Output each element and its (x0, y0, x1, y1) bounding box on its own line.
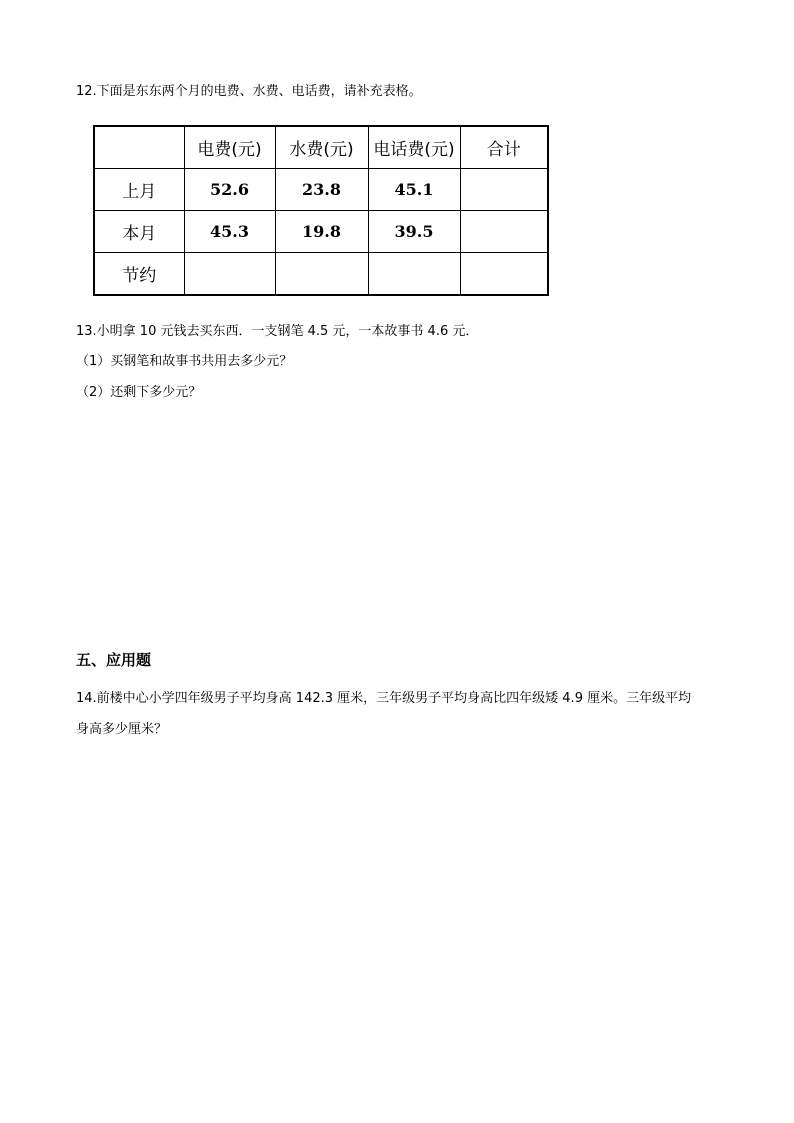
table-header-row (94, 126, 548, 169)
question-13-sub-2: （2）还剩下多少元？ (76, 385, 202, 400)
table-row (94, 253, 548, 296)
table-header-cell: 电话费(元) (368, 126, 460, 169)
table-cell-blank[interactable] (460, 169, 548, 211)
row-label: 节约 (94, 253, 184, 296)
table-cell: 52.6 (184, 169, 275, 211)
table-header-cell: 电费(元) (184, 126, 275, 169)
table-header-cell: 合计 (460, 126, 548, 169)
table-row (94, 211, 548, 253)
table-header-cell (94, 126, 184, 169)
table-cell: 23.8 (275, 169, 368, 211)
table-cell: 39.5 (368, 211, 460, 253)
row-label: 本月 (94, 211, 184, 253)
table-cell-blank[interactable] (460, 211, 548, 253)
question-14-line-2: 身高多少厘米？ (76, 722, 168, 737)
table-cell-blank[interactable] (275, 253, 368, 296)
table-cell-blank[interactable] (184, 253, 275, 296)
table-cell: 19.8 (275, 211, 368, 253)
row-label: 上月 (94, 169, 184, 211)
question-13-sub-1: （1）买钢笔和故事书共用去多少元？ (76, 354, 293, 369)
table-cell: 45.3 (184, 211, 275, 253)
fee-table (93, 125, 549, 296)
table-row (94, 169, 548, 211)
section-title: 五、应用题 (76, 651, 152, 669)
table-cell: 45.1 (368, 169, 460, 211)
table-cell-blank[interactable] (368, 253, 460, 296)
table-header-cell: 水费(元) (275, 126, 368, 169)
question-12-text: 12.下面是东东两个月的电费、水费、电话费，请补充表格。 (76, 84, 422, 99)
question-14-line-1: 14.前楼中心小学四年级男子平均身高 142.3 厘米，三年级男子平均身高比四年级矮 4.9 厘米。三年级平均 (76, 691, 692, 706)
table-cell-blank[interactable] (460, 253, 548, 296)
question-13-text: 13.小明拿 10 元钱去买东西．一支钢笔 4.5 元，一本故事书 4.6 元． (76, 324, 479, 339)
